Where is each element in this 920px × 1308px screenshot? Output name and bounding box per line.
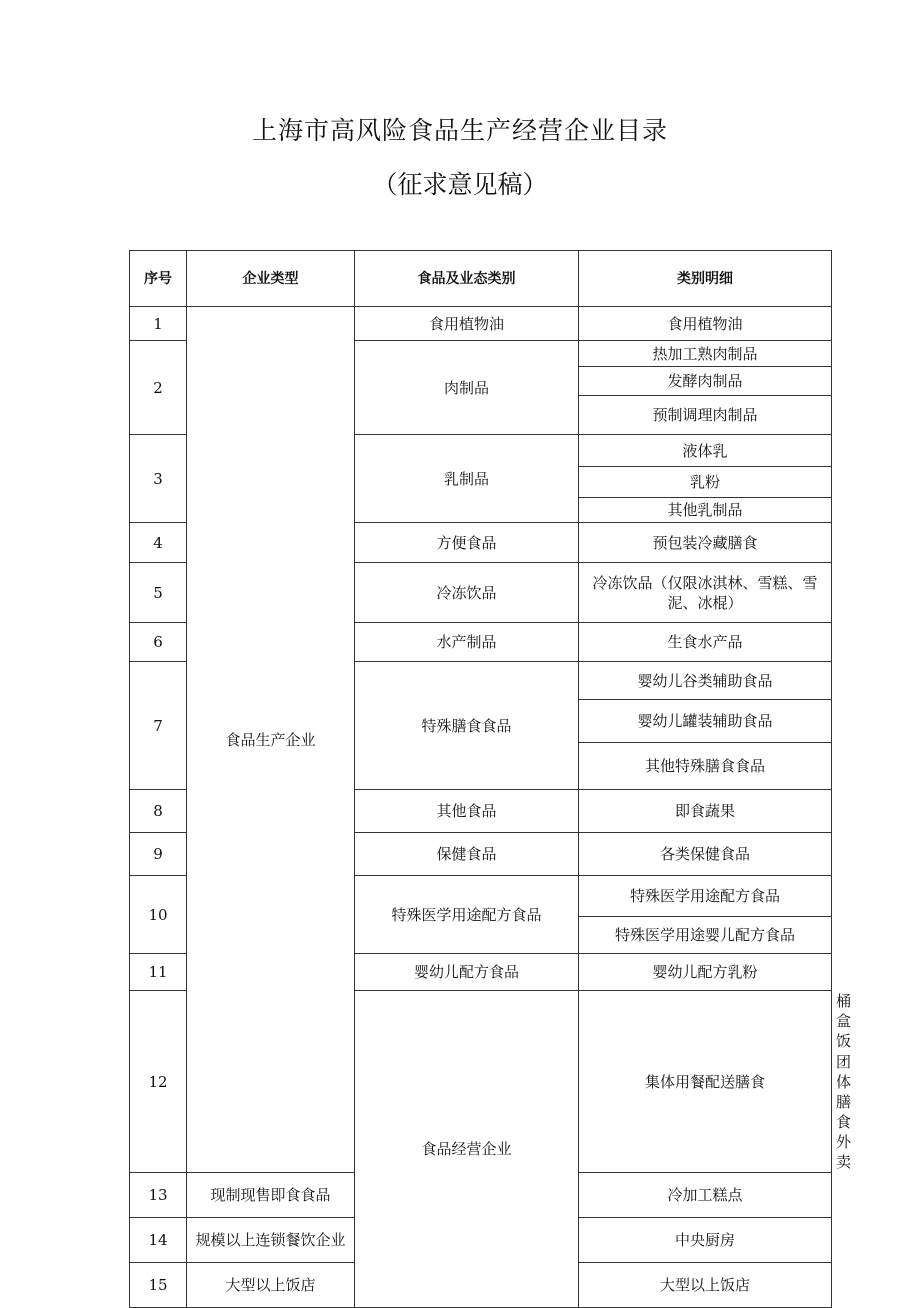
category-detail: 其他特殊膳食食品 <box>579 743 832 790</box>
food-category: 特殊膳食食品 <box>355 662 579 790</box>
food-category: 特殊医学用途配方食品 <box>355 876 579 954</box>
food-category: 规模以上连锁餐饮企业 <box>187 1218 355 1263</box>
enterprise-type-operation: 食品经营企业 <box>355 991 579 1308</box>
category-detail: 热加工熟肉制品 <box>579 341 832 367</box>
category-detail: 冷加工糕点 <box>579 1173 832 1218</box>
category-detail: 预包装冷藏膳食 <box>579 523 832 563</box>
document-subtitle: （征求意见稿） <box>372 170 548 199</box>
category-detail: 预制调理肉制品 <box>579 396 832 435</box>
food-category: 食用植物油 <box>355 307 579 341</box>
food-category: 保健食品 <box>355 833 579 876</box>
category-detail: 婴幼儿谷类辅助食品 <box>579 662 832 700</box>
category-detail: 液体乳 <box>579 435 832 467</box>
category-detail: 特殊医学用途婴儿配方食品 <box>579 917 832 954</box>
header-food-category: 食品及业态类别 <box>355 251 579 307</box>
row-number: 6 <box>130 623 187 662</box>
category-detail: 生食水产品 <box>579 623 832 662</box>
food-category: 集体用餐配送膳食 <box>579 991 832 1173</box>
category-detail: 中央厨房 <box>579 1218 832 1263</box>
row-number: 9 <box>130 833 187 876</box>
row-number: 2 <box>130 341 187 435</box>
category-detail: 冷冻饮品（仅限冰淇林、雪糕、雪泥、冰棍） <box>579 563 832 623</box>
category-detail: 婴幼儿罐装辅助食品 <box>579 700 832 743</box>
row-number: 12 <box>130 991 187 1173</box>
food-category: 婴幼儿配方食品 <box>355 954 579 991</box>
row-number: 7 <box>130 662 187 790</box>
food-category: 现制现售即食食品 <box>187 1173 355 1218</box>
document-title: 上海市高风险食品生产经营企业目录 <box>251 116 668 145</box>
row-number: 4 <box>130 523 187 563</box>
row-number: 13 <box>130 1173 187 1218</box>
table-row: 12 食品经营企业 集体用餐配送膳食 桶盒饭 <box>130 991 832 1052</box>
category-detail: 大型以上饭店 <box>579 1263 832 1308</box>
row-number: 14 <box>130 1218 187 1263</box>
table-row <box>130 307 832 341</box>
row-number: 8 <box>130 790 187 833</box>
row-number: 1 <box>130 307 187 341</box>
category-detail: 食用植物油 <box>579 307 832 341</box>
category-detail: 各类保健食品 <box>579 833 832 876</box>
row-number: 5 <box>130 563 187 623</box>
food-category: 冷冻饮品 <box>355 563 579 623</box>
enterprise-catalog-table <box>129 250 852 1308</box>
header-serial-no: 序号 <box>130 251 187 307</box>
food-category: 水产制品 <box>355 623 579 662</box>
header-category-details: 类别明细 <box>579 251 832 307</box>
header-enterprise-type: 企业类型 <box>187 251 355 307</box>
category-detail: 婴幼儿配方乳粉 <box>579 954 832 991</box>
food-category: 乳制品 <box>355 435 579 523</box>
row-number: 15 <box>130 1263 187 1308</box>
row-number: 11 <box>130 954 187 991</box>
category-detail: 即食蔬果 <box>579 790 832 833</box>
row-number: 3 <box>130 435 187 523</box>
table-subrow: 团体膳食外卖 <box>836 1053 852 1171</box>
enterprise-type-production: 食品生产企业 <box>187 307 355 1173</box>
category-detail: 乳粉 <box>579 467 832 498</box>
category-detail: 发酵肉制品 <box>579 367 832 396</box>
row-number: 10 <box>130 876 187 954</box>
table-header-row <box>130 251 832 307</box>
food-category: 大型以上饭店 <box>187 1263 355 1308</box>
food-category: 方便食品 <box>355 523 579 563</box>
food-category: 其他食品 <box>355 790 579 833</box>
category-detail: 特殊医学用途配方食品 <box>579 876 832 917</box>
category-detail: 其他乳制品 <box>579 498 832 523</box>
food-category: 肉制品 <box>355 341 579 435</box>
